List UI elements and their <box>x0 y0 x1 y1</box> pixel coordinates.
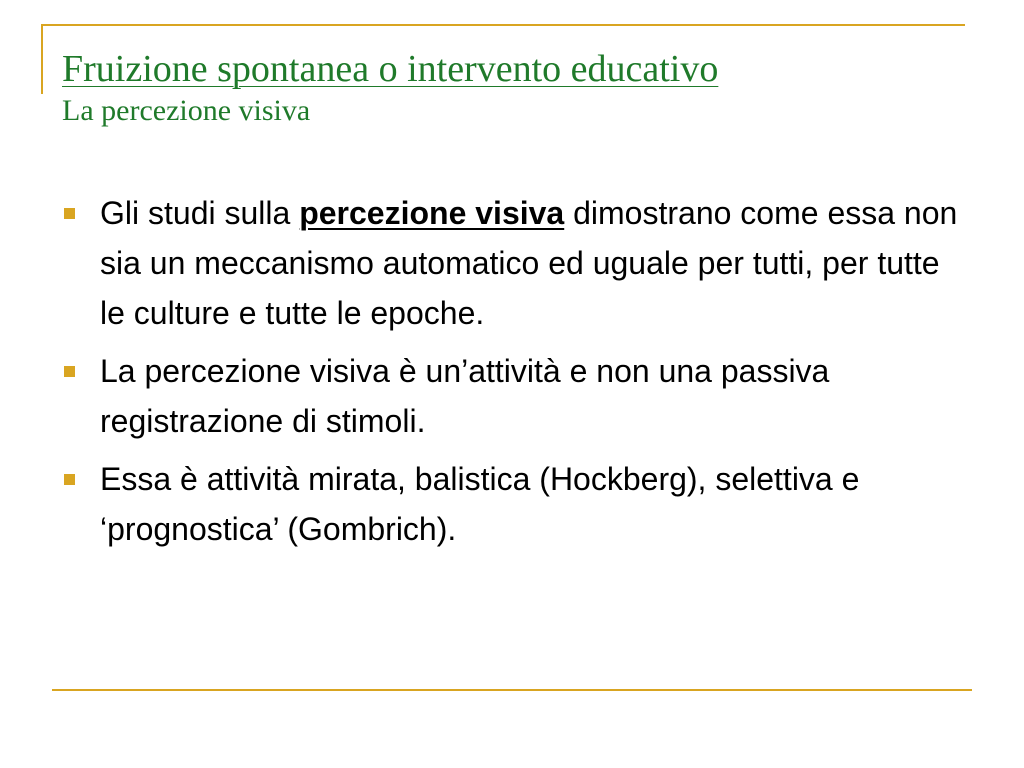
top-rule <box>41 24 965 26</box>
bullet-3-text: Essa è attività mirata, balistica (Hockberg), selettiva e ‘prognostica’ (Gombrich). <box>100 461 860 547</box>
bullet-list <box>62 188 962 562</box>
square-bullet-icon <box>64 474 75 485</box>
bullet-item-2 <box>62 346 962 446</box>
bullet-2-text: La percezione visiva è un’attività e non una passiva registrazione di stimoli. <box>100 353 830 439</box>
slide-title: Fruizione spontanea o intervento educativo <box>62 48 719 90</box>
bullet-item-3 <box>62 454 962 554</box>
bullet-item-1 <box>62 188 962 338</box>
title-block <box>62 44 962 128</box>
square-bullet-icon <box>64 366 75 377</box>
bottom-rule <box>52 689 972 691</box>
slide-subtitle: La percezione visiva <box>62 94 311 127</box>
bullet-1-emphasis: percezione visiva <box>299 195 565 231</box>
left-rule <box>41 24 43 94</box>
square-bullet-icon <box>64 208 75 219</box>
bullet-1-text-after: dimostrano come essa non sia un meccanismo automatico ed uguale per tutti, per tutte le culture e tutte le epoche. <box>100 195 958 331</box>
bullet-1-text-before: Gli studi sulla <box>100 195 300 231</box>
